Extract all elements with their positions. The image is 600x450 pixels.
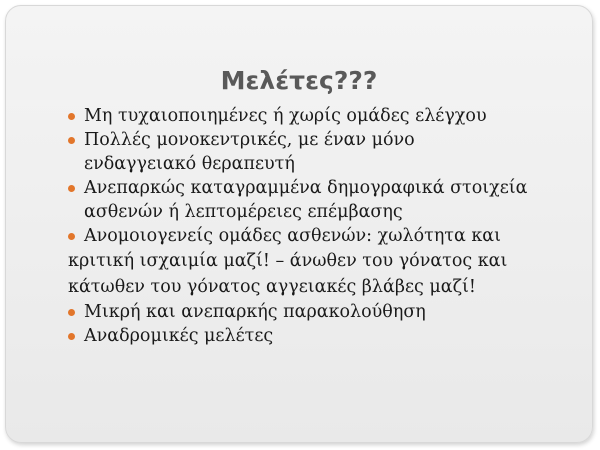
- list-item: [68, 176, 568, 224]
- item-text: Πολλές μονοκεντρικές, με έναν μόνο: [84, 130, 415, 150]
- item-text: Ανομοιογενείς ομάδες ασθενών: χωλότητα και: [84, 226, 501, 246]
- item-text: Μικρή και ανεπαρκής παρακολούθηση: [84, 302, 426, 322]
- bullet-dot-icon: [68, 233, 75, 240]
- item-text: Μη τυχαιοποιημένες ή χωρίς ομάδες ελέγχου: [84, 106, 487, 126]
- slide: [5, 5, 593, 443]
- list-item: [68, 128, 568, 176]
- item-text-continuation: ενδαγγειακό θεραπευτή: [84, 154, 295, 174]
- bullet-dot-icon: [68, 309, 75, 316]
- bullet-list: [68, 104, 568, 348]
- item-text-continuation: ασθενών ή λεπτομέρειες επέμβασης: [84, 202, 403, 222]
- item-text: Αναδρομικές μελέτες: [84, 326, 274, 346]
- bullet-dot-icon: [68, 113, 75, 120]
- list-item: [68, 104, 568, 128]
- item-text-continuation: κριτική ισχαιμία μαζί! – άνωθεν του γόνατος και: [68, 251, 508, 271]
- bullet-dot-icon: [68, 333, 75, 340]
- list-item: [68, 224, 568, 300]
- item-text: Ανεπαρκώς καταγραμμένα δημογραφικά στοιχεία: [84, 178, 528, 198]
- list-item: [68, 300, 568, 324]
- item-text-continuation: κάτωθεν του γόνατος αγγειακές βλάβες μαζί!: [68, 277, 476, 297]
- list-item: [68, 324, 568, 348]
- slide-title: Μελέτες???: [220, 66, 378, 95]
- bullet-dot-icon: [68, 185, 75, 192]
- bullet-dot-icon: [68, 137, 75, 144]
